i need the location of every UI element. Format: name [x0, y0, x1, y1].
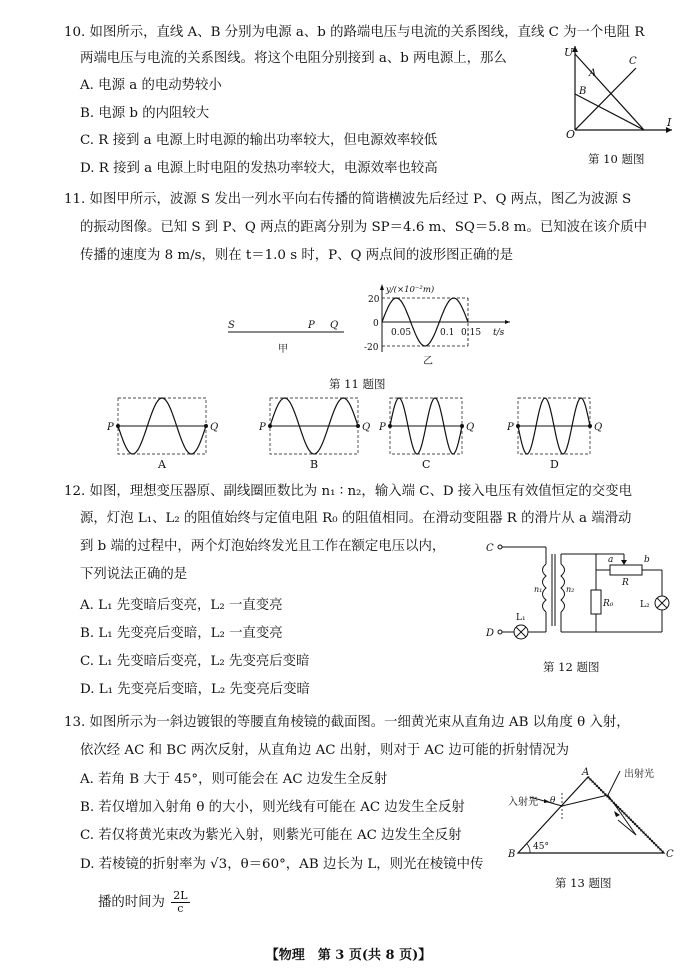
option-D-q: Q	[594, 422, 603, 433]
option-A-p: P	[107, 422, 114, 433]
q11-stem-line2: 的振动图像。已知 S 到 P、Q 两点的距离分别为 SP＝4.6 m、SQ＝5.8 m。已知波在该介质中	[80, 220, 647, 235]
yi-x2: 0.1	[440, 328, 455, 338]
option-B-p: P	[259, 422, 266, 433]
q13-frac-den: c	[177, 902, 184, 915]
option-C-q: Q	[466, 422, 475, 433]
q11-stem-line1: 11. 如图甲所示，波源 S 发出一列水平向右传播的简谐横波先后经过 P、Q 两点，图乙为波源 S	[64, 192, 632, 207]
option-D-p-dot	[516, 424, 520, 428]
fig13-theta: θ	[550, 796, 556, 806]
fig12-r0: R₀	[603, 599, 614, 609]
q11-option-graphs	[100, 392, 620, 472]
q13-option-c: C. 若仅将黄光束改为紫光入射，则紫光可能在 AC 边发生全反射	[80, 828, 462, 843]
yi-t0: 0	[373, 319, 379, 329]
q11-stem-line3: 传播的速度为 8 m/s，则在 t＝1.0 s 时，P、Q 两点间的波形图正确的是	[80, 248, 514, 263]
fig10-o: O	[566, 128, 576, 141]
option-D-p: P	[507, 422, 514, 433]
yi-ylabel: y/(×10⁻²m)	[386, 285, 435, 295]
jia-label: 甲	[278, 344, 288, 355]
q12-circuit	[484, 540, 684, 650]
option-C-p-dot	[388, 424, 392, 428]
jia-q: Q	[330, 320, 339, 331]
jia-p: P	[308, 320, 315, 331]
q10-figure	[560, 42, 680, 141]
fig12-r: R	[622, 578, 629, 588]
q10-option-a: A. 电源 a 的电动势较小	[80, 78, 222, 93]
fig10-c: C	[629, 56, 637, 67]
q12-option-c: C. L₁ 先变暗后变亮，L₂ 先变亮后变暗	[80, 654, 310, 669]
q13-option-d-tail: 播的时间为	[98, 895, 165, 910]
fig12-l2: L₂	[640, 600, 650, 610]
q10-option-b: B. 电源 b 的内阻较大	[80, 106, 210, 121]
option-A-p-dot	[116, 424, 120, 428]
fig12-n1: n₁	[534, 585, 543, 594]
fig12-l1: L₁	[516, 613, 526, 623]
fig13-c: C	[666, 849, 674, 860]
fig10-i: I	[667, 116, 672, 129]
q12-option-a: A. L₁ 先变暗后变亮，L₂ 一直变亮	[80, 598, 283, 613]
fig10-u: U	[564, 46, 574, 59]
option-A-q-dot	[204, 424, 208, 428]
option-C-p: P	[379, 422, 386, 433]
q13-caption: 第 13 题图	[555, 876, 612, 890]
page-footer: 【物理 第 3 页(共 8 页)】	[265, 948, 432, 963]
option-C-q-dot	[460, 424, 464, 428]
option-B-q: Q	[362, 422, 371, 433]
q12-stem-line1: 12. 如图，理想变压器原、副线圈匝数比为 n₁ ∶ n₂，输入端 C、D 接入电压有效值恒定的交变电	[64, 484, 632, 499]
fig13-angle: 45°	[533, 842, 549, 852]
q12-option-b: B. L₁ 先变亮后变暗，L₂ 一直变亮	[80, 626, 283, 641]
fig10-a: A	[589, 68, 597, 79]
q12-stem-line2: 源，灯泡 L₁、L₂ 的阻值始终与定值电阻 R₀ 的阻值相同。在滑动变阻器 R 的滑片从 a 端滑动	[80, 511, 632, 526]
q12-caption: 第 12 题图	[543, 660, 600, 674]
option-A-label: A	[158, 458, 166, 471]
option-B-p-dot	[268, 424, 272, 428]
option-B-q-dot	[356, 424, 360, 428]
q10-option-c: C. R 接到 a 电源上时电源的输出功率较大，但电源效率较低	[80, 133, 438, 148]
fig13-in: 入射光	[508, 797, 538, 808]
yi-x3: 0.15	[461, 328, 482, 338]
fig13-out: 出射光	[624, 769, 654, 780]
q10-caption: 第 10 题图	[588, 152, 645, 166]
q13-stem-line2: 依次经 AC 和 BC 两次反射，从直角边 AC 出射，则对于 AC 边可能的折射情况为	[80, 743, 570, 758]
q13-option-d: D. 若棱镜的折射率为 √3，θ＝60°，AB 边长为 L，则光在棱镜中传	[80, 857, 484, 872]
q13-option-d-cont	[98, 888, 190, 918]
fig12-n2: n₂	[566, 585, 575, 594]
jia-s: S	[228, 320, 235, 331]
q12-stem-line4: 下列说法正确的是	[80, 567, 188, 582]
yi-label: 乙	[423, 356, 433, 367]
option-D-q-dot	[588, 424, 592, 428]
q13-prism	[500, 765, 690, 865]
option-D-label: D	[550, 458, 559, 471]
q10-option-d: D. R 接到 a 电源上时电阻的发热功率较大，电源效率也较高	[80, 161, 438, 176]
yi-tlabel: t/s	[493, 328, 505, 338]
q10-stem-line2: 两端电压与电流的关系图线。将这个电阻分别接到 a、b 两电源上，那么	[80, 51, 507, 66]
q13-fraction	[171, 890, 189, 915]
option-C-label: C	[422, 458, 431, 471]
fig13-a: A	[582, 767, 590, 778]
q13-option-a: A. 若角 B 大于 45°，则可能会在 AC 边发生全反射	[80, 772, 388, 787]
q12-stem-line3: 到 b 端的过程中，两个灯泡始终发光且工作在额定电压以内，	[80, 539, 446, 554]
q11-caption: 第 11 题图	[329, 377, 386, 391]
yi-t20: 20	[368, 295, 380, 305]
yi-x1: 0.05	[391, 328, 412, 338]
fig12-c: C	[486, 543, 494, 554]
q11-figure-yi	[360, 280, 520, 370]
q13-frac-num: 2L	[173, 889, 188, 902]
fig12-a: a	[608, 555, 614, 565]
q13-stem-line1: 13. 如图所示为一斜边镀银的等腰直角棱镜的截面图。一细黄光束从直角边 AB 以角度 θ 入射，	[64, 715, 630, 730]
fig12-b: b	[644, 555, 650, 565]
q13-option-b: B. 若仅增加入射角 θ 的大小，则光线有可能在 AC 边发生全反射	[80, 800, 465, 815]
option-B-label: B	[310, 458, 319, 471]
q10-stem-line1: 10. 如图所示，直线 A、B 分别为电源 a、b 的路端电压与电流的关系图线，直线 C 为一个电阻 R	[64, 25, 645, 40]
fig10-b: B	[579, 86, 587, 97]
fig13-b: B	[508, 849, 516, 860]
q12-option-d: D. L₁ 先变亮后变暗，L₂ 先变亮后变暗	[80, 682, 310, 697]
option-A-q: Q	[210, 422, 219, 433]
q11-figure-jia	[220, 310, 350, 354]
yi-tm20: -20	[364, 343, 379, 353]
fig12-d: D	[486, 628, 495, 639]
